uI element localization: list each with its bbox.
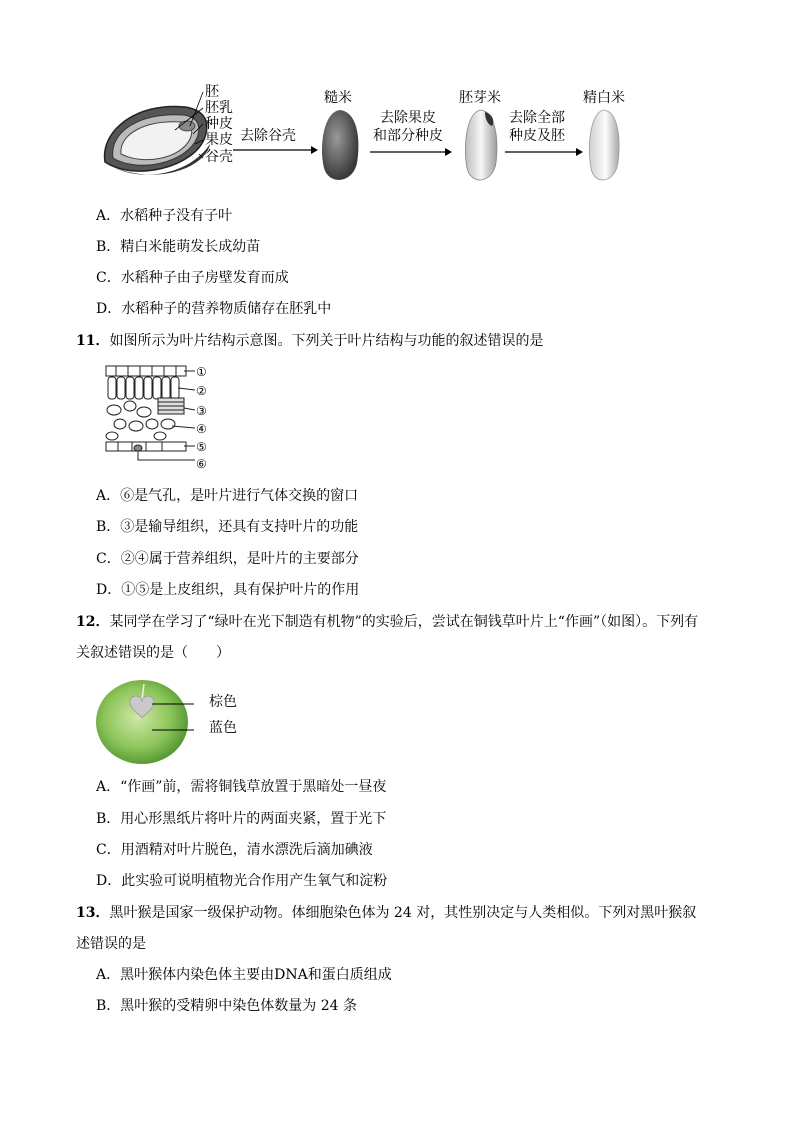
q11-option-a: A．⑥是气孔，是叶片进行气体交换的窗口: [96, 488, 359, 504]
q12-option-c: C．用酒精对叶片脱色，清水漂洗后滴加碘液: [96, 842, 373, 858]
arrow-label-remove-all: 去除全部: [509, 110, 565, 126]
label-embryo: 胚: [205, 84, 219, 100]
label-polished-rice: 精白米: [583, 90, 625, 106]
arrow-3: [505, 146, 583, 158]
label-seed-coat: 种皮: [205, 116, 233, 132]
q12-option-b: B．用心形黑纸片将叶片的两面夹紧，置于光下: [96, 811, 387, 827]
q13-stem-text-1: 黑叶猴是国家一级保护动物。体细胞染色体为 24 对，其性别决定与人类相似。下列对黑叶猴叙: [109, 905, 697, 921]
q12-stem-line2: 关叙述错误的是（ ）: [76, 645, 230, 661]
germ-rice-image: [461, 108, 501, 188]
q13-number: 13．: [76, 905, 110, 921]
label-blue: 蓝色: [209, 720, 237, 736]
rice-processing-figure: [95, 82, 655, 192]
arrow-2: [370, 146, 452, 158]
leaf-cross-section-image: [100, 362, 195, 462]
leaf-marker-3: ③: [196, 404, 207, 418]
q12-option-d: D．此实验可说明植物光合作用产生氧气和淀粉: [96, 873, 388, 889]
pennywort-leaf-image: [94, 676, 194, 766]
q11-stem: [76, 332, 543, 350]
q11-number: 11．: [76, 333, 110, 349]
q10-option-b: B．精白米能萌发长成幼苗: [96, 239, 261, 255]
arrow-label-remove-husk: 去除谷壳: [240, 128, 296, 144]
q11-option-d: D．①⑤是上皮组织，具有保护叶片的作用: [96, 582, 360, 598]
q10-option-d: D．水稻种子的营养物质储存在胚乳中: [96, 301, 332, 317]
q12-stem-text-1: 某同学在学习了“绿叶在光下制造有机物”的实验后，尝试在铜钱草叶片上“作画”（如图）。下列有: [109, 614, 699, 630]
arrow-label-remove-pericarp: 去除果皮: [380, 110, 436, 126]
leaf-marker-6: ⑥: [196, 457, 207, 471]
label-husk: 谷壳: [205, 149, 233, 165]
polished-rice-image: [585, 108, 623, 188]
q13-stem-line1: [76, 904, 696, 922]
q12-option-a: A．“作画”前，需将铜钱草放置于黑暗处一昼夜: [96, 779, 387, 795]
arrow-label-coat-and-embryo: 种皮及胚: [509, 128, 565, 144]
q11-stem-text: 如图所示为叶片结构示意图。下列关于叶片结构与功能的叙述错误的是: [109, 333, 544, 349]
leaf-marker-2: ②: [196, 384, 207, 398]
arrow-1: [233, 144, 318, 156]
leaf-structure-figure: [100, 362, 220, 474]
q13-stem-line2: 述错误的是: [76, 936, 146, 952]
q10-option-c: C．水稻种子由子房壁发育而成: [96, 270, 289, 286]
label-endosperm: 胚乳: [205, 100, 233, 116]
q12-number: 12．: [76, 614, 110, 630]
q13-option-a: A．黑叶猴体内染色体主要由DNA和蛋白质组成: [96, 967, 392, 983]
q11-option-c: C．②④属于营养组织，是叶片的主要部分: [96, 551, 359, 567]
q10-option-a: A．水稻种子没有子叶: [96, 208, 233, 224]
arrow-label-partial-seed-coat: 和部分种皮: [373, 128, 443, 144]
label-germ-rice: 胚芽米: [459, 90, 501, 106]
brown-rice-image: [317, 108, 363, 188]
label-brown: 棕色: [209, 694, 237, 710]
leaf-marker-5: ⑤: [196, 440, 207, 454]
leaf-painting-figure: [94, 676, 254, 768]
leaf-marker-1: ①: [196, 365, 207, 379]
q11-option-b: B．③是输导组织，还具有支持叶片的功能: [96, 519, 359, 535]
label-brown-rice: 糙米: [324, 90, 352, 106]
label-pericarp: 果皮: [205, 132, 233, 148]
q12-stem-line1: [76, 613, 698, 631]
q13-option-b: B．黑叶猴的受精卵中染色体数量为 24 条: [96, 998, 358, 1014]
leaf-marker-4: ④: [196, 422, 207, 436]
